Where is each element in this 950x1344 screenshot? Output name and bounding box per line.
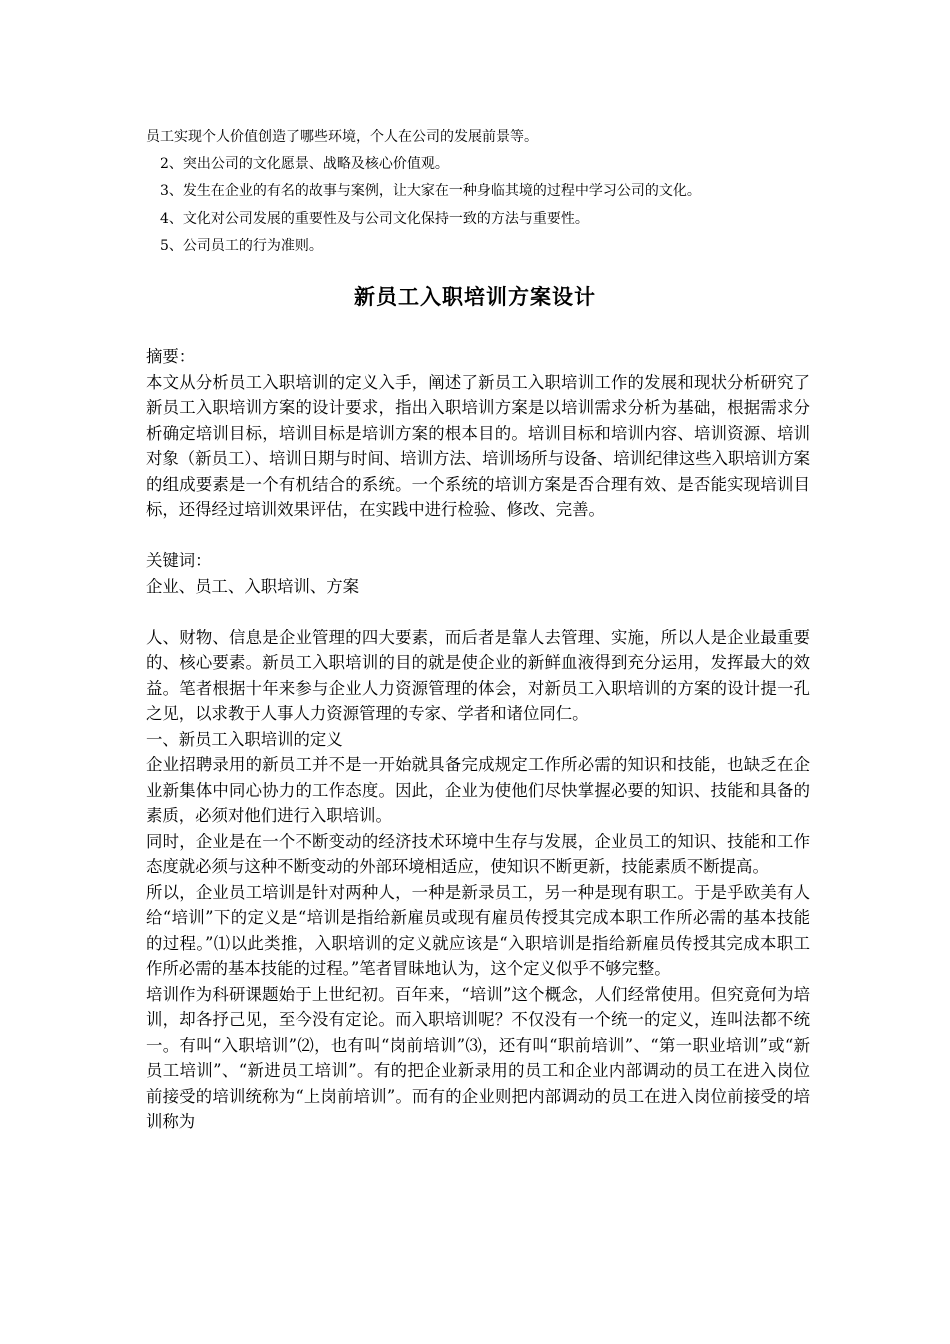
paragraph: 所以，企业员工培训是针对两种人，一种是新录员工，另一种是现有职工。于是乎欧美有人给“培训”下的定义是“培训是指给新雇员或现有雇员传授其完成本职工作所必需的基本技能的过程。”⑴以此类推，入职培训的定义就应该是“入职培训是指给新雇员传授其完成本职工作所必需的基本技能的过程。”笔者冒昧地认为，这个定义似乎不够完整。: [146, 882, 810, 978]
paragraph: 人、财物、信息是企业管理的四大要素，而后者是靠人去管理、实施，所以人是企业最重要的、核心要素。新员工入职培训的目的就是使企业的新鲜血液得到充分运用，发挥最大的效益。笔者根据十年来参与企业人力资源管理的体会，对新员工入职培训的方案的设计提一孔之见，以求教于人事人力资源管理的专家、学者和诸位同仁。: [146, 627, 810, 723]
spacer: [146, 599, 810, 625]
intro-list: [146, 124, 826, 260]
keywords-label: 关键词：: [146, 551, 212, 570]
abstract-label: 摘要：: [146, 347, 196, 366]
document-body: [146, 344, 810, 1135]
keywords-text: 企业、员工、入职培训、方案: [146, 576, 360, 596]
list-continuation: 员工实现个人价值创造了哪些环境，个人在公司的发展前景等。: [146, 129, 538, 145]
list-item: 4、文化对公司发展的重要性及与公司文化保持一致的方法与重要性。: [160, 210, 589, 227]
spacer: [146, 523, 810, 549]
document-title: 新员工入职培训方案设计: [354, 285, 596, 309]
abstract-text: 本文从分析员工入职培训的定义入手，阐述了新员工入职培训工作的发展和现状分析研究了新员工入职培训方案的设计要求，指出入职培训方案是以培训需求分析为基础，根据需求分析确定培训目标，培训目标是培训方案的根本目的。培训目标和培训内容、培训资源、培训对象（新员工）、培训日期与时间、培训方法、培训场所与设备、培训纪律这些入职培训方案的组成要素是一个有机结合的系统。一个系统的培训方案是否合理有效、是否能实现培训目标，还得经过培训效果评估，在实践中进行检验、修改、完善。: [146, 372, 810, 519]
list-item: 3、发生在企业的有名的故事与案例，让大家在一种身临其境的过程中学习公司的文化。: [160, 183, 701, 200]
list-item: 2、突出公司的文化愿景、战略及核心价值观。: [160, 156, 449, 173]
paragraph: 培训作为科研课题始于上世纪初。百年来，“培训”这个概念，人们经常使用。但究竟何为培训，却各抒己见，至今没有定论。而入职培训呢？不仅没有一个统一的定义，连叫法都不统一。有叫“入职培训”⑵，也有叫“岗前培训”⑶，还有叫“职前培训”、“第一职业培训”或“新员工培训”、“新进员工培训”。有的把企业新录用的员工和企业内部调动的员工在进入岗位前接受的培训统称为“上岗前培训”。而有的企业则把内部调动的员工在进入岗位前接受的培训称为: [146, 984, 810, 1131]
section-heading: 一、新员工入职培训的定义: [146, 729, 343, 749]
paragraph: 同时，企业是在一个不断变动的经济技术环境中生存与发展，企业员工的知识、技能和工作态度就必须与这种不断变动的外部环境相适应，使知识不断更新，技能素质不断提高。: [146, 831, 810, 876]
paragraph: 企业招聘录用的新员工并不是一开始就具备完成规定工作所必需的知识和技能，也缺乏在企业新集体中同心协力的工作态度。因此，企业为使他们尽快掌握必要的知识、技能和具备的素质，必须对他们进行入职培训。: [146, 755, 810, 825]
list-item: 5、公司员工的行为准则。: [160, 237, 323, 254]
